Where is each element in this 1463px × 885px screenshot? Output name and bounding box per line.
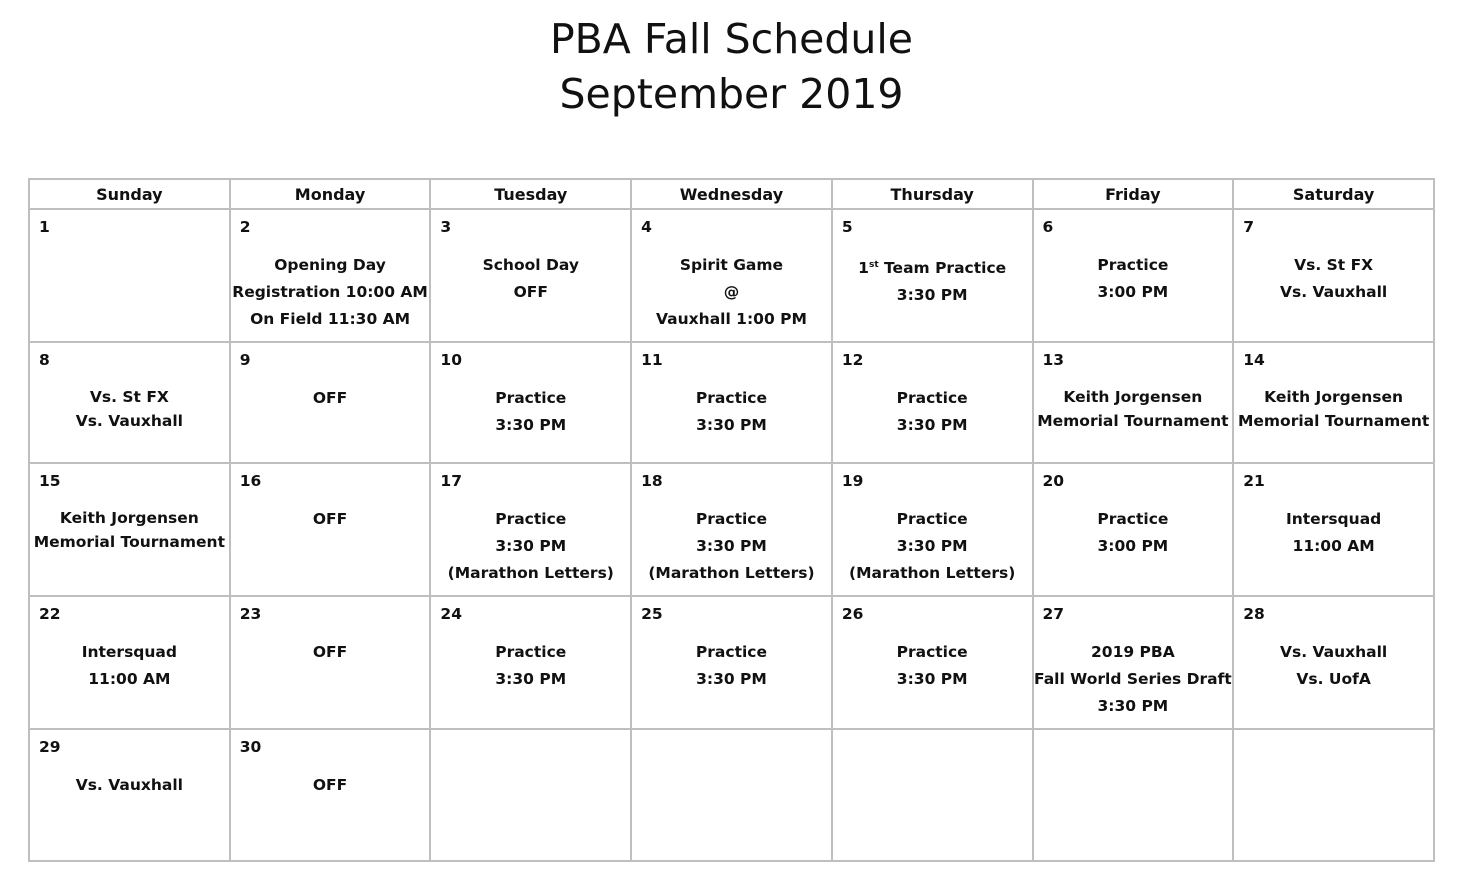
event-line: Intersquad: [1285, 510, 1382, 528]
event-list: [632, 491, 831, 587]
day-cell-10: [430, 342, 631, 463]
event-line: Practice: [896, 643, 968, 661]
event-list: [231, 757, 430, 799]
event-line: Intersquad: [81, 643, 177, 661]
event-line: Practice: [495, 510, 567, 528]
event-list: [833, 237, 1032, 309]
event-line: OFF: [312, 643, 348, 661]
day-cell-6: [1033, 209, 1234, 342]
event-list: [30, 624, 229, 693]
day-number: [632, 730, 831, 757]
day-number: 29: [39, 738, 61, 756]
weekday-header-saturday: Saturday: [1233, 179, 1434, 209]
event-list: [431, 491, 630, 587]
day-cell-17: [430, 463, 631, 596]
day-cell-24: [430, 596, 631, 729]
day-cell-5: [832, 209, 1033, 342]
day-cell-27: [1033, 596, 1234, 729]
day-number: 9: [239, 351, 251, 369]
event-list: [1034, 370, 1233, 433]
day-number: 4: [641, 218, 652, 236]
week-row: [29, 596, 1434, 729]
day-number: 15: [39, 472, 61, 490]
event-line: 2019 PBA: [1091, 643, 1175, 661]
event-line: 11:00 AM: [1292, 537, 1375, 555]
event-line: Fall World Series Draft: [1034, 670, 1232, 688]
event-line: Practice: [495, 389, 567, 407]
day-number: 24: [440, 605, 462, 623]
day-number: 23: [239, 605, 262, 623]
event-line: Practice: [1097, 256, 1169, 274]
weekday-header-thursday: Thursday: [832, 179, 1033, 209]
day-cell-25: [631, 596, 832, 729]
event-line: 11:00 AM: [88, 670, 171, 688]
day-number: 17: [440, 472, 462, 490]
day-cell-29: [29, 729, 230, 861]
event-line: Vs. UofA: [1296, 670, 1371, 688]
event-line: OFF: [312, 510, 348, 528]
event-line: 3:30 PM: [696, 416, 767, 434]
empty-day-cell: [631, 729, 832, 861]
event-line: Vs. Vauxhall: [1279, 283, 1388, 301]
day-number: 26: [841, 605, 864, 623]
event-line: Keith Jorgensen: [59, 509, 199, 527]
event-line: Memorial Tournament: [1037, 412, 1229, 430]
event-line: Keith Jorgensen: [1063, 388, 1203, 406]
event-line: Practice: [896, 510, 968, 528]
event-list: [231, 370, 430, 412]
day-number: 7: [1243, 218, 1255, 236]
event-list: [833, 491, 1032, 587]
day-cell-2: [230, 209, 431, 342]
day-cell-22: [29, 596, 230, 729]
day-cell-4: [631, 209, 832, 342]
day-number: 13: [1042, 351, 1065, 369]
day-cell-9: [230, 342, 431, 463]
event-line: Memorial Tournament: [1237, 412, 1430, 430]
day-cell-13: [1033, 342, 1234, 463]
event-line: Vs. Vauxhall: [1279, 643, 1388, 661]
day-cell-23: [230, 596, 431, 729]
event-line: Vs. St FX: [89, 388, 169, 406]
day-number: 21: [1243, 472, 1265, 490]
event-list: [1034, 624, 1233, 720]
event-line: Practice: [1097, 510, 1169, 528]
event-line: 1st Team Practice: [858, 259, 1007, 277]
day-cell-21: [1233, 463, 1434, 596]
empty-day-cell: [1033, 729, 1234, 861]
event-list: [1234, 491, 1433, 560]
event-line: 3:30 PM: [696, 670, 767, 688]
weekday-header-row: [29, 179, 1434, 209]
day-number: 5: [841, 218, 853, 236]
event-line: School Day: [482, 256, 579, 274]
week-row: [29, 729, 1434, 861]
event-line: 3:30 PM: [1097, 697, 1169, 715]
day-cell-16: [230, 463, 431, 596]
day-cell-18: [631, 463, 832, 596]
event-line: Practice: [695, 389, 767, 407]
event-list: [632, 237, 831, 333]
title-line-2: September 2019: [559, 70, 904, 118]
event-line: Vs. St FX: [1294, 256, 1374, 274]
event-list: [1234, 624, 1433, 693]
weekday-header-tuesday: Tuesday: [430, 179, 631, 209]
event-list: [833, 624, 1032, 693]
day-number: 27: [1042, 605, 1065, 623]
event-line: (Marathon Letters): [447, 564, 614, 582]
event-line: Practice: [495, 643, 567, 661]
day-cell-19: [832, 463, 1033, 596]
event-list: [431, 370, 630, 439]
event-line: 3:30 PM: [896, 670, 968, 688]
event-line: Practice: [896, 389, 968, 407]
day-cell-8: [29, 342, 230, 463]
event-line: @: [723, 283, 740, 301]
event-list: [1234, 237, 1433, 306]
event-list: [231, 624, 430, 666]
day-cell-11: [631, 342, 832, 463]
empty-day-cell: [832, 729, 1033, 861]
day-cell-28: [1233, 596, 1434, 729]
day-cell-12: [832, 342, 1033, 463]
day-cell-7: [1233, 209, 1434, 342]
event-line: Spirit Game: [679, 256, 784, 274]
event-line: Opening Day: [274, 256, 386, 274]
event-line: Memorial Tournament: [33, 533, 225, 551]
day-number: 25: [641, 605, 663, 623]
page-title: [0, 12, 1463, 122]
event-list: [231, 237, 430, 333]
day-cell-15: [29, 463, 230, 596]
event-line: 3:30 PM: [696, 537, 767, 555]
day-cell-30: [230, 729, 431, 861]
event-line: Keith Jorgensen: [1264, 388, 1404, 406]
day-number: [833, 730, 1032, 757]
day-number: 28: [1243, 605, 1265, 623]
event-list: [431, 624, 630, 693]
day-cell-1: [29, 209, 230, 342]
event-line: 3:30 PM: [896, 537, 968, 555]
event-line: Vauxhall 1:00 PM: [656, 310, 807, 328]
day-cell-3: [430, 209, 631, 342]
day-number: 22: [39, 605, 61, 623]
day-number: 14: [1243, 351, 1265, 369]
day-number: 20: [1042, 472, 1065, 490]
day-number: [431, 730, 630, 757]
event-line: 3:30 PM: [495, 416, 567, 434]
day-number: 10: [440, 351, 462, 369]
day-cell-14: [1233, 342, 1434, 463]
week-row: [29, 463, 1434, 596]
weekday-header-monday: Monday: [230, 179, 431, 209]
event-line: 3:00 PM: [1097, 283, 1169, 301]
event-line: 3:30 PM: [495, 537, 567, 555]
day-cell-20: [1033, 463, 1234, 596]
day-number: 19: [841, 472, 864, 490]
day-number: 16: [239, 472, 262, 490]
day-number: 8: [39, 351, 50, 369]
day-number: 18: [641, 472, 663, 490]
day-number: [1234, 730, 1433, 757]
event-line: OFF: [312, 776, 348, 794]
day-number: 3: [440, 218, 452, 236]
day-cell-26: [832, 596, 1033, 729]
empty-day-cell: [430, 729, 631, 861]
week-row: [29, 209, 1434, 342]
event-line: Vs. Vauxhall: [75, 412, 183, 430]
title-line-1: PBA Fall Schedule: [549, 15, 914, 63]
week-row: [29, 342, 1434, 463]
event-list: [30, 370, 229, 433]
event-list: [431, 237, 630, 306]
event-line: 3:30 PM: [896, 416, 968, 434]
day-number: 2: [239, 218, 251, 236]
event-list: [1034, 491, 1233, 560]
event-list: [30, 757, 229, 799]
day-number: 12: [841, 351, 864, 369]
weekday-header-wednesday: Wednesday: [631, 179, 832, 209]
day-number: 11: [641, 351, 663, 369]
event-line: Vs. Vauxhall: [75, 776, 183, 794]
day-number: [1034, 730, 1233, 757]
event-line: 3:30 PM: [495, 670, 567, 688]
weekday-header-sunday: Sunday: [29, 179, 230, 209]
event-line: 3:00 PM: [1097, 537, 1169, 555]
event-list: [30, 491, 229, 554]
event-list: [632, 624, 831, 693]
day-number: 1: [39, 218, 50, 236]
event-line: (Marathon Letters): [849, 564, 1016, 582]
day-number: 30: [239, 738, 262, 756]
event-line: Practice: [695, 510, 767, 528]
calendar-table: [28, 178, 1435, 862]
event-line: OFF: [312, 389, 348, 407]
weekday-header-friday: Friday: [1033, 179, 1234, 209]
event-line: (Marathon Letters): [648, 564, 815, 582]
event-line: OFF: [513, 283, 548, 301]
event-line: Practice: [695, 643, 767, 661]
empty-day-cell: [1233, 729, 1434, 861]
event-list: [231, 491, 430, 533]
event-line: On Field 11:30 AM: [250, 310, 411, 328]
event-list: [833, 370, 1032, 439]
event-list: [632, 370, 831, 439]
event-line: 3:30 PM: [896, 286, 968, 304]
day-number: 6: [1042, 218, 1054, 236]
event-line: Registration 10:00 AM: [232, 283, 428, 301]
event-list: [1034, 237, 1233, 306]
event-list: [1234, 370, 1433, 433]
